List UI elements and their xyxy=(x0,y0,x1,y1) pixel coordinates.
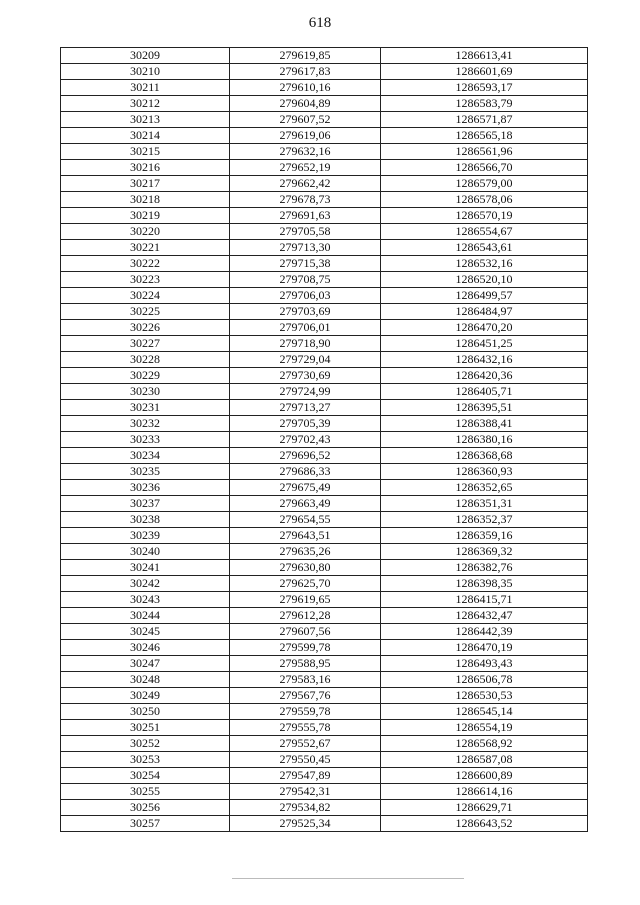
coordinates-table xyxy=(60,47,588,832)
y-coordinate-cell: 1286600,89 xyxy=(381,768,588,784)
table-row xyxy=(61,272,588,288)
table-row xyxy=(61,512,588,528)
table-row xyxy=(61,400,588,416)
table-row xyxy=(61,816,588,832)
y-coordinate-cell: 1286643,52 xyxy=(381,816,588,832)
point-number-cell: 30247 xyxy=(61,656,230,672)
table-row xyxy=(61,752,588,768)
point-number-cell: 30235 xyxy=(61,464,230,480)
point-number-cell: 30225 xyxy=(61,304,230,320)
y-coordinate-cell: 1286530,53 xyxy=(381,688,588,704)
x-coordinate-cell: 279706,01 xyxy=(230,320,381,336)
point-number-cell: 30251 xyxy=(61,720,230,736)
table-row xyxy=(61,768,588,784)
x-coordinate-cell: 279654,55 xyxy=(230,512,381,528)
x-coordinate-cell: 279550,45 xyxy=(230,752,381,768)
point-number-cell: 30211 xyxy=(61,80,230,96)
table-row xyxy=(61,432,588,448)
x-coordinate-cell: 279729,04 xyxy=(230,352,381,368)
y-coordinate-cell: 1286369,32 xyxy=(381,544,588,560)
point-number-cell: 30239 xyxy=(61,528,230,544)
point-number-cell: 30252 xyxy=(61,736,230,752)
table-row xyxy=(61,384,588,400)
point-number-cell: 30255 xyxy=(61,784,230,800)
x-coordinate-cell: 279583,16 xyxy=(230,672,381,688)
y-coordinate-cell: 1286382,76 xyxy=(381,560,588,576)
y-coordinate-cell: 1286583,79 xyxy=(381,96,588,112)
y-coordinate-cell: 1286629,71 xyxy=(381,800,588,816)
point-number-cell: 30220 xyxy=(61,224,230,240)
table-row xyxy=(61,144,588,160)
point-number-cell: 30212 xyxy=(61,96,230,112)
table-row xyxy=(61,656,588,672)
x-coordinate-cell: 279599,78 xyxy=(230,640,381,656)
x-coordinate-cell: 279703,69 xyxy=(230,304,381,320)
x-coordinate-cell: 279610,16 xyxy=(230,80,381,96)
point-number-cell: 30248 xyxy=(61,672,230,688)
x-coordinate-cell: 279652,19 xyxy=(230,160,381,176)
y-coordinate-cell: 1286601,69 xyxy=(381,64,588,80)
y-coordinate-cell: 1286432,47 xyxy=(381,608,588,624)
y-coordinate-cell: 1286420,36 xyxy=(381,368,588,384)
x-coordinate-cell: 279619,65 xyxy=(230,592,381,608)
y-coordinate-cell: 1286579,00 xyxy=(381,176,588,192)
point-number-cell: 30231 xyxy=(61,400,230,416)
x-coordinate-cell: 279632,16 xyxy=(230,144,381,160)
point-number-cell: 30240 xyxy=(61,544,230,560)
point-number-cell: 30213 xyxy=(61,112,230,128)
y-coordinate-cell: 1286578,06 xyxy=(381,192,588,208)
y-coordinate-cell: 1286352,37 xyxy=(381,512,588,528)
point-number-cell: 30221 xyxy=(61,240,230,256)
point-number-cell: 30215 xyxy=(61,144,230,160)
x-coordinate-cell: 279708,75 xyxy=(230,272,381,288)
y-coordinate-cell: 1286587,08 xyxy=(381,752,588,768)
table-row xyxy=(61,368,588,384)
point-number-cell: 30216 xyxy=(61,160,230,176)
table-row xyxy=(61,240,588,256)
point-number-cell: 30217 xyxy=(61,176,230,192)
y-coordinate-cell: 1286570,19 xyxy=(381,208,588,224)
x-coordinate-cell: 279702,43 xyxy=(230,432,381,448)
point-number-cell: 30230 xyxy=(61,384,230,400)
table-row xyxy=(61,48,588,64)
y-coordinate-cell: 1286561,96 xyxy=(381,144,588,160)
point-number-cell: 30222 xyxy=(61,256,230,272)
x-coordinate-cell: 279706,03 xyxy=(230,288,381,304)
table-row xyxy=(61,256,588,272)
point-number-cell: 30243 xyxy=(61,592,230,608)
y-coordinate-cell: 1286442,39 xyxy=(381,624,588,640)
table-row xyxy=(61,784,588,800)
y-coordinate-cell: 1286543,61 xyxy=(381,240,588,256)
y-coordinate-cell: 1286532,16 xyxy=(381,256,588,272)
y-coordinate-cell: 1286415,71 xyxy=(381,592,588,608)
table-row xyxy=(61,160,588,176)
y-coordinate-cell: 1286405,71 xyxy=(381,384,588,400)
y-coordinate-cell: 1286388,41 xyxy=(381,416,588,432)
y-coordinate-cell: 1286566,70 xyxy=(381,160,588,176)
x-coordinate-cell: 279724,99 xyxy=(230,384,381,400)
x-coordinate-cell: 279730,69 xyxy=(230,368,381,384)
x-coordinate-cell: 279686,33 xyxy=(230,464,381,480)
y-coordinate-cell: 1286470,19 xyxy=(381,640,588,656)
table-row xyxy=(61,448,588,464)
point-number-cell: 30246 xyxy=(61,640,230,656)
page-number: 618 xyxy=(308,15,332,31)
x-coordinate-cell: 279630,80 xyxy=(230,560,381,576)
table-row xyxy=(61,208,588,224)
x-coordinate-cell: 279696,52 xyxy=(230,448,381,464)
point-number-cell: 30257 xyxy=(61,816,230,832)
point-number-cell: 30238 xyxy=(61,512,230,528)
table-row xyxy=(61,576,588,592)
y-coordinate-cell: 1286614,16 xyxy=(381,784,588,800)
y-coordinate-cell: 1286380,16 xyxy=(381,432,588,448)
x-coordinate-cell: 279617,83 xyxy=(230,64,381,80)
y-coordinate-cell: 1286568,92 xyxy=(381,736,588,752)
y-coordinate-cell: 1286493,43 xyxy=(381,656,588,672)
x-coordinate-cell: 279619,85 xyxy=(230,48,381,64)
table-row xyxy=(61,64,588,80)
table-row xyxy=(61,192,588,208)
x-coordinate-cell: 279718,90 xyxy=(230,336,381,352)
y-coordinate-cell: 1286499,57 xyxy=(381,288,588,304)
x-coordinate-cell: 279559,78 xyxy=(230,704,381,720)
table-row xyxy=(61,560,588,576)
table-row xyxy=(61,464,588,480)
point-number-cell: 30245 xyxy=(61,624,230,640)
table-row xyxy=(61,736,588,752)
table-row xyxy=(61,112,588,128)
table-row xyxy=(61,720,588,736)
x-coordinate-cell: 279552,67 xyxy=(230,736,381,752)
y-coordinate-cell: 1286451,25 xyxy=(381,336,588,352)
table-row xyxy=(61,688,588,704)
point-number-cell: 30218 xyxy=(61,192,230,208)
x-coordinate-cell: 279607,56 xyxy=(230,624,381,640)
x-coordinate-cell: 279612,28 xyxy=(230,608,381,624)
table-row xyxy=(61,608,588,624)
x-coordinate-cell: 279588,95 xyxy=(230,656,381,672)
x-coordinate-cell: 279678,73 xyxy=(230,192,381,208)
table-row xyxy=(61,80,588,96)
y-coordinate-cell: 1286484,97 xyxy=(381,304,588,320)
table-row xyxy=(61,640,588,656)
y-coordinate-cell: 1286554,19 xyxy=(381,720,588,736)
y-coordinate-cell: 1286613,41 xyxy=(381,48,588,64)
x-coordinate-cell: 279607,52 xyxy=(230,112,381,128)
point-number-cell: 30229 xyxy=(61,368,230,384)
point-number-cell: 30233 xyxy=(61,432,230,448)
y-coordinate-cell: 1286593,17 xyxy=(381,80,588,96)
x-coordinate-cell: 279635,26 xyxy=(230,544,381,560)
x-coordinate-cell: 279567,76 xyxy=(230,688,381,704)
y-coordinate-cell: 1286395,51 xyxy=(381,400,588,416)
y-coordinate-cell: 1286571,87 xyxy=(381,112,588,128)
y-coordinate-cell: 1286520,10 xyxy=(381,272,588,288)
table-row xyxy=(61,352,588,368)
y-coordinate-cell: 1286359,16 xyxy=(381,528,588,544)
point-number-cell: 30256 xyxy=(61,800,230,816)
point-number-cell: 30223 xyxy=(61,272,230,288)
point-number-cell: 30249 xyxy=(61,688,230,704)
table-row xyxy=(61,592,588,608)
point-number-cell: 30224 xyxy=(61,288,230,304)
point-number-cell: 30242 xyxy=(61,576,230,592)
y-coordinate-cell: 1286554,67 xyxy=(381,224,588,240)
y-coordinate-cell: 1286352,65 xyxy=(381,480,588,496)
y-coordinate-cell: 1286506,78 xyxy=(381,672,588,688)
y-coordinate-cell: 1286545,14 xyxy=(381,704,588,720)
y-coordinate-cell: 1286470,20 xyxy=(381,320,588,336)
coordinates-table-body xyxy=(61,48,588,832)
table-row xyxy=(61,320,588,336)
point-number-cell: 30244 xyxy=(61,608,230,624)
table-row xyxy=(61,288,588,304)
x-coordinate-cell: 279534,82 xyxy=(230,800,381,816)
table-row xyxy=(61,672,588,688)
y-coordinate-cell: 1286398,35 xyxy=(381,576,588,592)
point-number-cell: 30214 xyxy=(61,128,230,144)
table-row xyxy=(61,704,588,720)
point-number-cell: 30234 xyxy=(61,448,230,464)
point-number-cell: 30236 xyxy=(61,480,230,496)
table-row xyxy=(61,96,588,112)
table-row xyxy=(61,224,588,240)
table-row xyxy=(61,528,588,544)
y-coordinate-cell: 1286432,16 xyxy=(381,352,588,368)
table-row xyxy=(61,624,588,640)
x-coordinate-cell: 279713,27 xyxy=(230,400,381,416)
point-number-cell: 30226 xyxy=(61,320,230,336)
point-number-cell: 30250 xyxy=(61,704,230,720)
x-coordinate-cell: 279604,89 xyxy=(230,96,381,112)
y-coordinate-cell: 1286368,68 xyxy=(381,448,588,464)
point-number-cell: 30210 xyxy=(61,64,230,80)
x-coordinate-cell: 279619,06 xyxy=(230,128,381,144)
point-number-cell: 30241 xyxy=(61,560,230,576)
x-coordinate-cell: 279643,51 xyxy=(230,528,381,544)
table-row xyxy=(61,496,588,512)
table-row xyxy=(61,304,588,320)
point-number-cell: 30227 xyxy=(61,336,230,352)
y-coordinate-cell: 1286565,18 xyxy=(381,128,588,144)
point-number-cell: 30232 xyxy=(61,416,230,432)
point-number-cell: 30254 xyxy=(61,768,230,784)
x-coordinate-cell: 279547,89 xyxy=(230,768,381,784)
x-coordinate-cell: 279663,49 xyxy=(230,496,381,512)
x-coordinate-cell: 279625,70 xyxy=(230,576,381,592)
x-coordinate-cell: 279525,34 xyxy=(230,816,381,832)
point-number-cell: 30253 xyxy=(61,752,230,768)
table-row xyxy=(61,480,588,496)
point-number-cell: 30219 xyxy=(61,208,230,224)
table-row xyxy=(61,544,588,560)
table-row xyxy=(61,800,588,816)
table-row xyxy=(61,416,588,432)
bottom-divider xyxy=(232,878,464,879)
x-coordinate-cell: 279675,49 xyxy=(230,480,381,496)
table-row xyxy=(61,176,588,192)
x-coordinate-cell: 279555,78 xyxy=(230,720,381,736)
x-coordinate-cell: 279713,30 xyxy=(230,240,381,256)
table-row xyxy=(61,128,588,144)
x-coordinate-cell: 279691,63 xyxy=(230,208,381,224)
y-coordinate-cell: 1286360,93 xyxy=(381,464,588,480)
table-row xyxy=(61,336,588,352)
x-coordinate-cell: 279705,39 xyxy=(230,416,381,432)
x-coordinate-cell: 279705,58 xyxy=(230,224,381,240)
y-coordinate-cell: 1286351,31 xyxy=(381,496,588,512)
x-coordinate-cell: 279662,42 xyxy=(230,176,381,192)
x-coordinate-cell: 279715,38 xyxy=(230,256,381,272)
x-coordinate-cell: 279542,31 xyxy=(230,784,381,800)
point-number-cell: 30228 xyxy=(61,352,230,368)
point-number-cell: 30237 xyxy=(61,496,230,512)
point-number-cell: 30209 xyxy=(61,48,230,64)
